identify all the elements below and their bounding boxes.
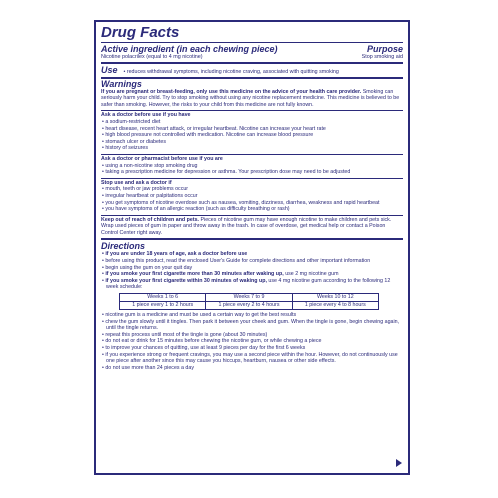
dosing-schedule-table (119, 293, 379, 310)
pregnancy-warning (101, 89, 403, 109)
table-row (120, 302, 379, 310)
keep-out-text: Pieces of nicotine gum may have enough nicotine to make children and pets sick. Wrap used pieces of gum in paper and throw away in the trash. In case of overdose, get medical help or contact a Poison Control Center right away. (101, 216, 392, 236)
use-text: • reduces withdrawal symptoms, including nicotine craving, associated with quitting smoking (123, 69, 339, 75)
list-item: • if you are under 18 years of age, ask a doctor before use (101, 251, 403, 258)
ingredient-purpose: Stop smoking aid (361, 54, 403, 60)
drug-facts-panel (94, 20, 410, 475)
list-item: • begin using the gum on your quit day (101, 265, 403, 272)
list-item: • to improve your chances of quitting, use at least 9 pieces per day for the first 6 weeks (101, 345, 403, 352)
divider (101, 238, 403, 240)
ask-pharmacist-list (101, 163, 403, 176)
table-cell: Weeks 1 to 6 (120, 294, 206, 302)
divider (101, 215, 403, 216)
list-item: • nicotine gum is a medicine and must be used a certain way to get the best results (101, 312, 403, 319)
directions-list (101, 251, 403, 291)
active-ingredient-header (101, 44, 403, 54)
table-cell: 1 piece every 4 to 8 hours (292, 302, 378, 310)
list-item: • history of seizures (101, 145, 403, 152)
use-heading: Use (101, 65, 118, 75)
warnings-section (101, 79, 403, 237)
keep-out-bold: Keep out of reach of children and pets. (101, 216, 200, 223)
table-cell: 1 piece every 2 to 4 hours (206, 302, 292, 310)
drug-facts-title: Drug Facts (101, 25, 403, 43)
list-item: • chew the gum slowly until it tingles. Then park it between your cheek and gum. When the tingle is gone, begin chewing again, until the tingle returns. (101, 319, 403, 332)
stop-use-heading: Stop use and ask a doctor if (101, 179, 172, 186)
pregnancy-warning-text: Smoking can seriously harm your child. Try to stop smoking without using any nicotine replacement medicine. This medicine is believed to be safer than smoking. However, the risks to your child from this medicine are not fully known. (101, 88, 400, 108)
list-item: • before using this product, read the enclosed User's Guide for complete directions and other important information (101, 258, 403, 265)
ask-doctor-list (101, 119, 403, 152)
purpose-heading: Purpose (366, 44, 403, 54)
ask-doctor-heading: Ask a doctor before use if you have (101, 112, 191, 119)
list-item: • high blood pressure not controlled with medication. Nicotine can increase blood pressure (101, 132, 403, 139)
list-item: • irregular heartbeat or palpitations occur (101, 193, 403, 200)
right-triangle-arrow-icon (396, 459, 402, 467)
directions-more-list (101, 312, 403, 371)
direction-text: use 4 mg nicotine gum according to the following 12 week schedule: (106, 277, 391, 291)
list-item: • you get symptoms of nicotine overdose such as nausea, vomiting, dizziness, diarrhea, weakness and rapid heartbeat (101, 200, 403, 207)
list-item: • do not use more than 24 pieces a day (101, 365, 403, 372)
table-cell: Weeks 7 to 9 (206, 294, 292, 302)
directions-section (101, 241, 403, 371)
list-item: • do not eat or drink for 15 minutes before chewing the nicotine gum, or while chewing a piece (101, 338, 403, 345)
divider (101, 110, 403, 111)
divider (101, 154, 403, 155)
direction-bold: if you smoke your first cigarette more than 30 minutes after waking up, (105, 271, 284, 278)
list-item: • stomach ulcer or diabetes (101, 139, 403, 146)
list-item: • using a non-nicotine stop smoking drug (101, 163, 403, 170)
table-cell: 1 piece every 1 to 2 hours (120, 302, 206, 310)
divider (101, 178, 403, 179)
stop-use-list (101, 186, 403, 212)
list-item: • taking a prescription medicine for depression or asthma. Your prescription dose may need to be adjusted (101, 169, 403, 176)
warnings-heading: Warnings (101, 78, 142, 89)
table-row (120, 294, 379, 302)
list-item (101, 278, 403, 291)
ingredient-name: Nicotine polacrilex (equal to 4 mg nicotine) (101, 54, 203, 60)
list-item: • repeat this process until most of the tingle is gone (about 30 minutes) (101, 332, 403, 339)
pregnancy-warning-bold: If you are pregnant or breast-feeding, only use this medicine on the advice of your health care provider. (101, 88, 362, 95)
directions-heading: Directions (101, 241, 146, 252)
active-ingredient-heading: Active ingredient (in each chewing piece) (101, 44, 278, 54)
use-section (101, 64, 403, 79)
direction-text: use 2 mg nicotine gum (285, 271, 339, 278)
ask-pharmacist-heading: Ask a doctor or pharmacist before use if you are (101, 155, 223, 162)
direction-bold: if you smoke your first cigarette within 30 minutes of waking up, (105, 277, 267, 284)
list-item: • a sodium-restricted diet (101, 119, 403, 126)
list-item: • you have symptoms of an allergic reaction (such as difficulty breathing or rash) (101, 206, 403, 213)
ingredient-row (101, 54, 403, 64)
list-item (101, 271, 403, 278)
list-item: • heart disease, recent heart attack, or irregular heartbeat. Nicotine can increase your heart rate (101, 126, 403, 133)
keep-out-warning (101, 217, 403, 237)
table-cell: Weeks 10 to 12 (292, 294, 378, 302)
list-item: • if you experience strong or frequent cravings, you may use a second piece within the hour. However, do not continuously use one piece after another since this may cause you hiccups, heartburn, nausea or other side effects. (101, 352, 403, 365)
use-text-value: reduces withdrawal symptoms, including nicotine craving, associated with quitting smoking (126, 69, 339, 75)
list-item: • mouth, teeth or jaw problems occur (101, 186, 403, 193)
